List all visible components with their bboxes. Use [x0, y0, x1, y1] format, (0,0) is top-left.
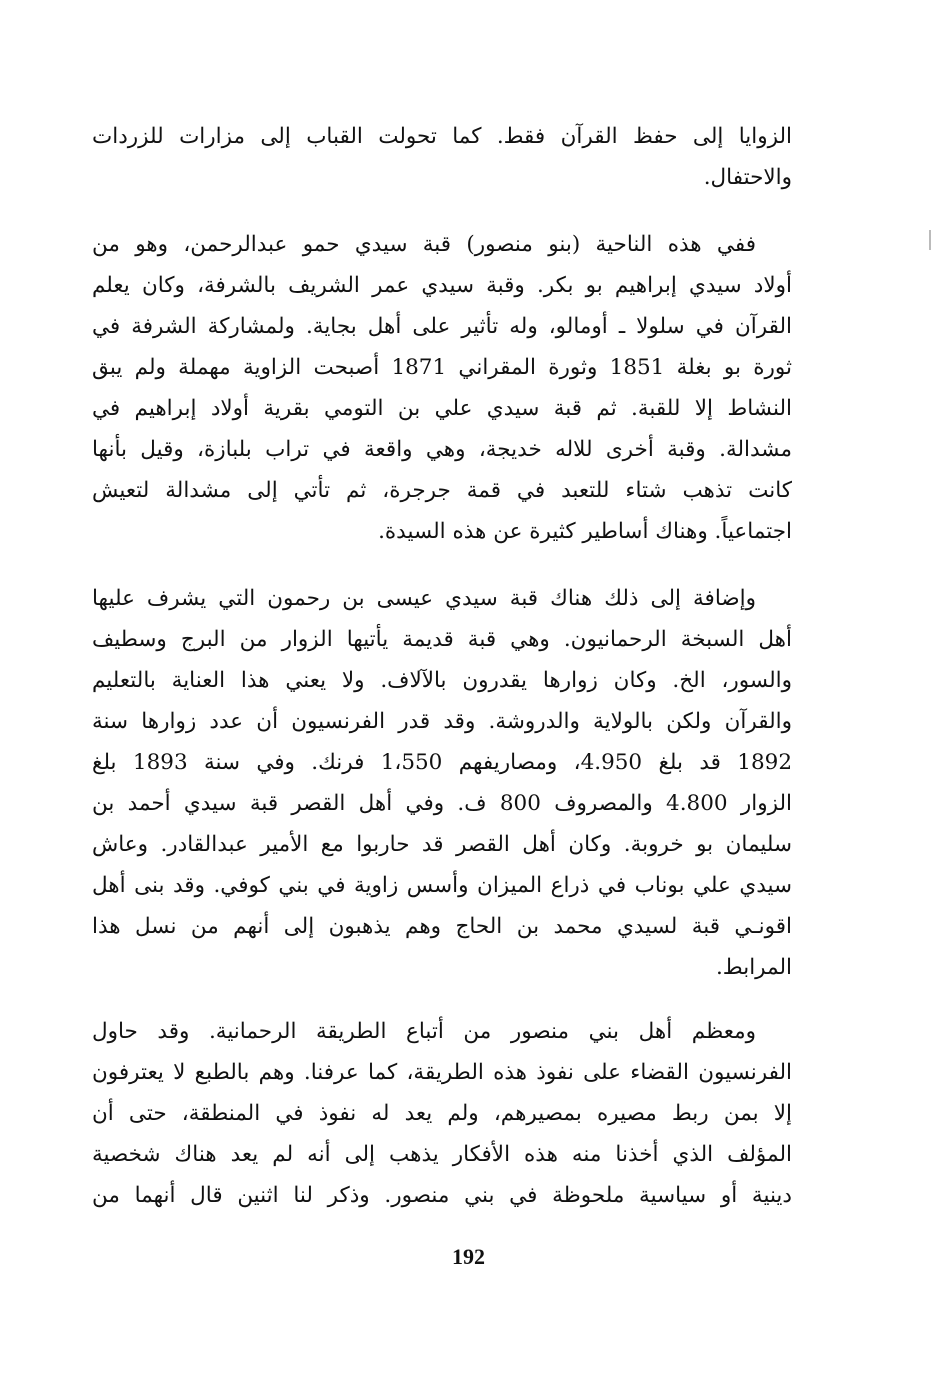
text-line: اجتماعياً. وهناك أساطير كثيرة عن هذه السيدة.: [378, 519, 792, 544]
text-line: سليمان بو خروبة. وكان أهل القصر قد حاربوا مع الأمير عبدالقادر. وعاش: [92, 832, 792, 857]
text-line: إلا بمن ربط مصيره بمصيرهم، ولم يعد له نفوذ في المنطقة، حتى أن: [92, 1101, 792, 1126]
text-line: سيدي علي بوناب في ذراع الميزان وأسس زاوية في بني كوفي. وقد بنى أهل: [92, 873, 792, 898]
paragraph-3: [92, 578, 792, 988]
paragraph-1: [92, 116, 792, 198]
text-line: المؤلف الذي أخذنا منه هذه الأفكار يذهب إلى أنه لم يعد هناك شخصية: [92, 1142, 792, 1167]
text-line: القرآن في سلولا ـ أومالو، وله تأثير على أهل بجاية. ولمشاركة الشرفة في: [92, 314, 792, 339]
text-line: المرابط.: [715, 955, 792, 980]
text-line: دينية أو سياسية ملحوظة في بني منصور. وذكر لنا اثنين قال أنهما من: [92, 1183, 792, 1208]
text-line: ومعظم أهل بني منصور من أتباع الطريقة الرحمانية. وقد حاول: [92, 1019, 756, 1044]
text-line: الزوايا إلى حفظ القرآن فقط. كما تحولت القباب إلى مزارات للزردات: [92, 124, 792, 149]
paragraph-4: [92, 1011, 792, 1216]
text-line: وإضافة إلى ذلك هناك قبة سيدي عيسى بن رحمون التي يشرف عليها: [92, 586, 756, 611]
text-line: والقرآن ولكن بالولاية والدروشة. وقد قدر الفرنسيون أن عدد زوارها سنة: [92, 709, 792, 734]
text-line: 1892 قد بلغ 4.950، ومصاريفهم 1،550 فرنك. وفي سنة 1893 بلغ: [92, 750, 792, 775]
text-line: ففي هذه الناحية (بنو منصور) قبة سيدي حمو عبدالرحمن، وهو من: [92, 232, 756, 257]
text-line: الزوار 4.800 والمصروف 800 ف. وفي أهل القصر قبة سيدي أحمد بن: [92, 791, 792, 816]
text-line: أولاد سيدي إبراهيم بو بكر. وقبة سيدي عمر الشريف بالشرفة، وكان يعلم: [92, 273, 792, 298]
text-line: مشدالة. وقبة أخرى للاله خديجة، وهي واقعة في تراب بلبازة، وقيل بأنها: [92, 437, 792, 462]
text-line: أهل السبخة الرحمانيون. وهي قبة قديمة يأتيها الزوار من البرج وسطيف: [92, 627, 792, 652]
text-line: اقونـي قبة لسيدي محمد بن الحاج وهم يذهبون إلى أنهم من نسل هذا: [92, 914, 792, 939]
text-line: والاحتفال.: [703, 165, 792, 190]
page-number: 192: [452, 1244, 485, 1269]
text-line: الفرنسيون القضاء على نفوذ هذه الطريقة، كما عرفنا. وهم بالطبع لا يعترفون: [92, 1060, 792, 1085]
text-line: النشاط إلا للقبة. ثم قبة سيدي علي بن التومي بقرية أولاد إبراهيم في: [92, 396, 792, 421]
paragraph-2: [92, 224, 792, 552]
text-line: كانت تذهب شتاء للتعبد في قمة جرجرة، ثم تأتي إلى مشدالة لتعيش: [92, 478, 792, 503]
text-line: ثورة بو بغلة 1851 وثورة المقراني 1871 أصبحت الزاوية مهملة ولم يبق: [92, 355, 792, 380]
scan-edge-mark: [929, 230, 931, 250]
text-line: والسور، الخ. وكان زوارها يقدرون بالآلاف. ولا يعني هذا العناية بالتعليم: [92, 668, 792, 693]
